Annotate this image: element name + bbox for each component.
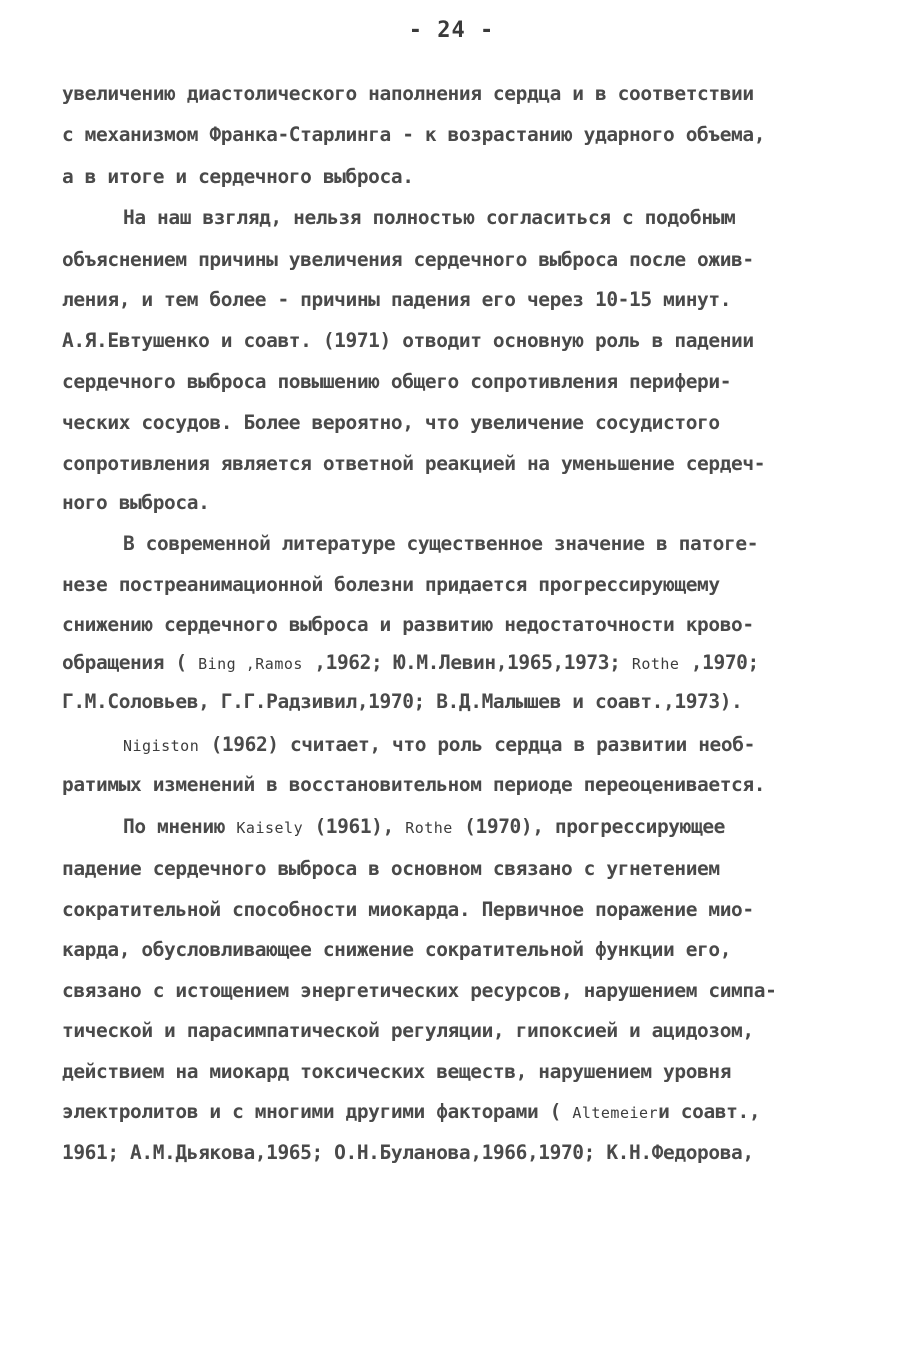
line-text: снижению сердечного выброса и развитию недостаточности крово- xyxy=(62,613,754,636)
text-line xyxy=(62,773,765,797)
text-line xyxy=(62,123,765,147)
line-text: (1970), прогрессирующее xyxy=(452,815,726,838)
text-line xyxy=(62,411,720,435)
line-text: ного выброса. xyxy=(62,491,210,514)
line-text: ,1970; xyxy=(679,651,759,674)
line-text: а в итоге и сердечного выброса. xyxy=(62,165,414,188)
text-line xyxy=(62,370,731,394)
line-text: ратимых изменений в восстановительном периоде переоценивается. xyxy=(62,773,766,796)
line-text: увеличению диастолического наполнения сердца и в соответствии xyxy=(62,82,754,105)
latin-citation: Kaisely xyxy=(236,819,304,837)
text-line xyxy=(62,573,720,597)
text-line xyxy=(62,1060,731,1084)
line-text: тической и парасимпатической регуляции, гипоксией и ацидозом, xyxy=(62,1019,754,1042)
line-text: обращения ( xyxy=(62,651,199,674)
line-text: (1961), xyxy=(303,815,406,838)
text-line xyxy=(62,857,720,881)
text-line xyxy=(62,898,754,922)
page-number: - 24 - xyxy=(408,18,495,43)
text-line xyxy=(62,938,731,962)
latin-citation: Rothe xyxy=(405,819,453,837)
latin-citation: Nigiston xyxy=(123,737,200,755)
text-line xyxy=(62,690,742,714)
line-text: сердечного выброса повышению общего сопротивления перифери- xyxy=(62,370,732,393)
line-text: карда, обусловливающее снижение сократительной функции его, xyxy=(62,938,732,961)
line-text: незе постреанимационной болезни придается прогрессирующему xyxy=(62,573,720,596)
line-text: и соавт., xyxy=(658,1100,761,1123)
line-text: падение сердечного выброса в основном связано с угнетением xyxy=(62,857,720,880)
text-line xyxy=(123,733,755,758)
text-line xyxy=(62,82,754,106)
line-text: действием на миокард токсических веществ, нарушением уровня xyxy=(62,1060,732,1083)
text-line xyxy=(62,1019,754,1043)
line-text: (1962) считает, что роль сердца в развитии необ- xyxy=(199,733,755,756)
text-line xyxy=(62,248,754,272)
text-line xyxy=(62,1141,754,1165)
line-text: По мнению xyxy=(123,815,237,838)
line-text: В современной литературе существенное значение в патоге- xyxy=(123,532,759,555)
line-text: Г.М.Соловьев, Г.Г.Радзивил,1970; В.Д.Малышев и соавт.,1973). xyxy=(62,690,743,713)
line-text: А.Я.Евтушенко и соавт. (1971) отводит основную роль в падении xyxy=(62,329,754,352)
line-text: связано с истощением энергетических ресурсов, нарушением симпа- xyxy=(62,979,777,1002)
text-line xyxy=(123,532,758,556)
line-text: с механизмом Франка-Старлинга - к возрастанию ударного объема, xyxy=(62,123,766,146)
line-text: ,1962; Ю.М.Левин,1965,1973; xyxy=(302,651,632,674)
text-line xyxy=(62,491,209,515)
line-text: 1961; А.М.Дьякова,1965; О.Н.Буланова,1966,1970; К.Н.Федорова, xyxy=(62,1141,754,1164)
latin-citation: Bing ,Ramos xyxy=(198,655,303,673)
text-line xyxy=(62,651,759,676)
text-line xyxy=(62,979,776,1003)
line-text: сопротивления является ответной реакцией на уменьшение сердеч- xyxy=(62,452,766,475)
text-line xyxy=(62,452,765,476)
latin-citation: Altemeier xyxy=(572,1104,659,1122)
line-text: объяснением причины увеличения сердечного выброса после ожив- xyxy=(62,248,754,271)
text-line xyxy=(62,165,414,189)
line-text: электролитов и с многими другими факторами ( xyxy=(62,1100,573,1123)
text-line xyxy=(123,815,725,840)
text-line xyxy=(62,329,754,353)
text-line xyxy=(62,613,754,637)
line-text: сократительной способности миокарда. Первичное поражение мио- xyxy=(62,898,754,921)
line-text: ческих сосудов. Более вероятно, что увеличение сосудистого xyxy=(62,411,720,434)
text-line xyxy=(123,206,735,230)
latin-citation: Rothe xyxy=(631,655,680,673)
text-line xyxy=(62,288,731,312)
text-line xyxy=(62,1100,760,1125)
line-text: На наш взгляд, нельзя полностью согласиться с подобным xyxy=(123,206,736,229)
line-text: ления, и тем более - причины падения его через 10-15 минут. xyxy=(62,288,732,311)
